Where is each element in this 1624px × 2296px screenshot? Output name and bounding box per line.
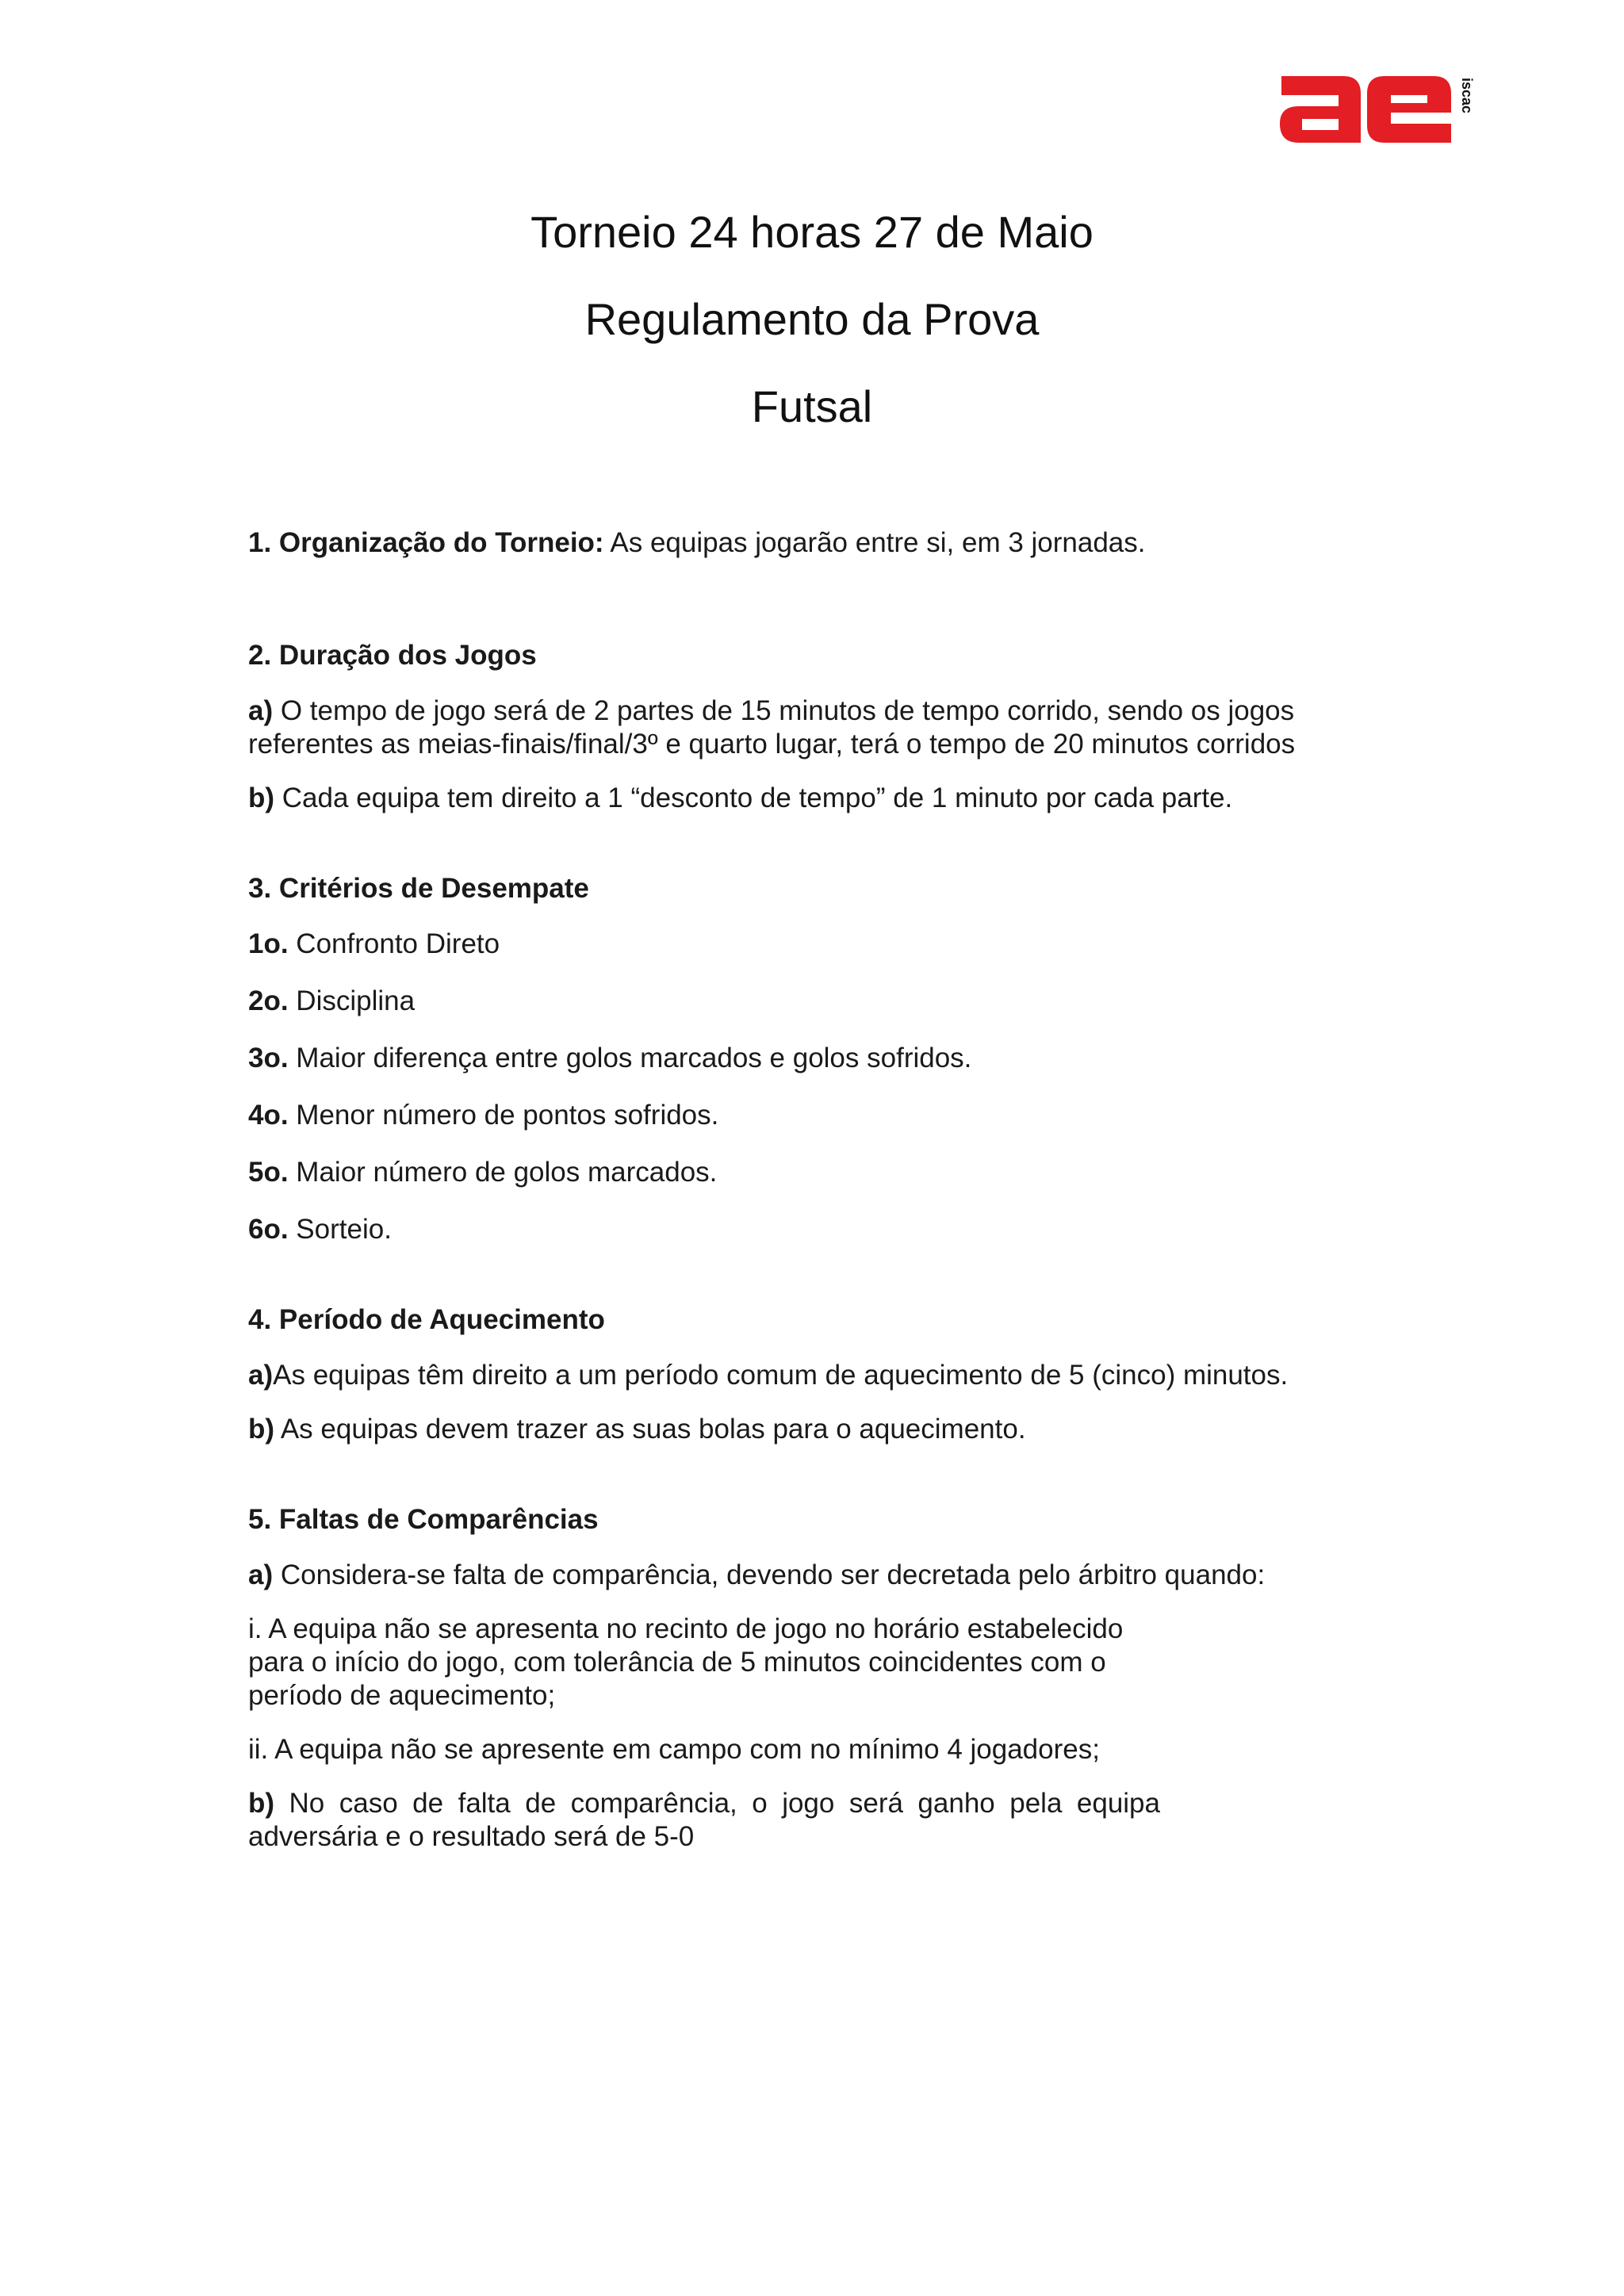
item-label: 1o. <box>248 928 289 959</box>
section-game-duration <box>248 639 1406 815</box>
document-subtitle: Regulamento da Prova <box>584 294 1040 344</box>
section-title: 4. Período de Aquecimento <box>248 1304 605 1335</box>
section-title: 3. Critérios de Desempate <box>248 873 589 904</box>
section-warmup-period <box>248 1303 1406 1446</box>
clause-label: b) <box>248 1414 275 1445</box>
list-item <box>248 1099 1406 1132</box>
item-label: 5o. <box>248 1157 289 1188</box>
document-title: Torneio 24 horas 27 de Maio <box>530 207 1094 257</box>
ae-iscac-logo <box>1275 73 1475 146</box>
section-title: 5. Faltas de Comparências <box>248 1504 599 1535</box>
item-text: Maior diferença entre golos marcados e golos sofridos. <box>288 1043 972 1073</box>
item-label: 3o. <box>248 1043 289 1073</box>
section-title: 2. Duração dos Jogos <box>248 640 537 671</box>
list-item <box>248 1156 1406 1189</box>
list-item <box>248 1042 1406 1075</box>
item-label: 4o. <box>248 1100 289 1131</box>
section-title: 1. Organização do Torneio: <box>248 527 604 558</box>
document-title-block <box>0 189 1624 450</box>
clause-text: O tempo de jogo será de 2 partes de 15 minutos de tempo corrido, sendo os jogos referentes as meias-finais/final/3º e quarto lugar, terá o tempo de 20 minutos corridos <box>248 695 1296 760</box>
item-text: Menor número de pontos sofridos. <box>288 1100 719 1131</box>
item-text: Sorteio. <box>288 1214 392 1245</box>
item-text: Confronto Direto <box>288 928 500 959</box>
clause-label: b) <box>248 1788 275 1819</box>
clause-a <box>248 1359 1406 1392</box>
item-text: Maior número de golos marcados. <box>288 1157 718 1188</box>
clause-label: a) <box>248 1559 274 1590</box>
section-organization <box>248 526 1406 560</box>
clause-i: i. A equipa não se apresenta no recinto de jogo no horário estabelecido para o início do jogo, com tolerância de 5 minutos coincidentes com o período de aquecimento; <box>248 1613 1124 1711</box>
document-sport: Futsal <box>751 381 873 431</box>
paragraph-text: As equipas jogarão entre si, em 3 jornadas. <box>603 527 1146 558</box>
clause-text: As equipas têm direito a um período comum de aquecimento de 5 (cinco) minutos. <box>273 1360 1289 1391</box>
clause-a <box>248 1559 1406 1592</box>
clause-b <box>248 782 1406 815</box>
clause-b <box>248 1787 1160 1854</box>
clause-label: a) <box>248 695 274 726</box>
clause-ii: ii. A equipa não se apresente em campo com no mínimo 4 jogadores; <box>248 1734 1100 1765</box>
list-item <box>248 1213 1406 1246</box>
section-tiebreak-criteria <box>248 872 1406 1246</box>
section-no-shows <box>248 1503 1406 1854</box>
clause-label: a) <box>248 1360 274 1391</box>
clause-a <box>248 695 1406 761</box>
organization-paragraph <box>248 526 1406 560</box>
clause-text: No caso de falta de comparência, o jogo será ganho pela equipa adversária e o resultado será de 5-0 <box>248 1788 1160 1852</box>
clause-text: Cada equipa tem direito a 1 “desconto de tempo” de 1 minuto por cada parte. <box>274 783 1233 813</box>
item-label: 2o. <box>248 985 289 1016</box>
clause-label: b) <box>248 783 275 813</box>
list-item <box>248 985 1406 1018</box>
logo-subtext: iscac <box>1459 78 1475 114</box>
item-label: 6o. <box>248 1214 289 1245</box>
regulation-body <box>248 526 1406 1911</box>
clause-text: As equipas devem trazer as suas bolas para o aquecimento. <box>274 1414 1026 1445</box>
item-text: Disciplina <box>288 985 416 1016</box>
clause-b <box>248 1413 1406 1446</box>
clause-text: Considera-se falta de comparência, devendo ser decretada pelo árbitro quando: <box>273 1559 1266 1590</box>
logo-graphic <box>1275 73 1475 146</box>
list-item <box>248 928 1406 961</box>
